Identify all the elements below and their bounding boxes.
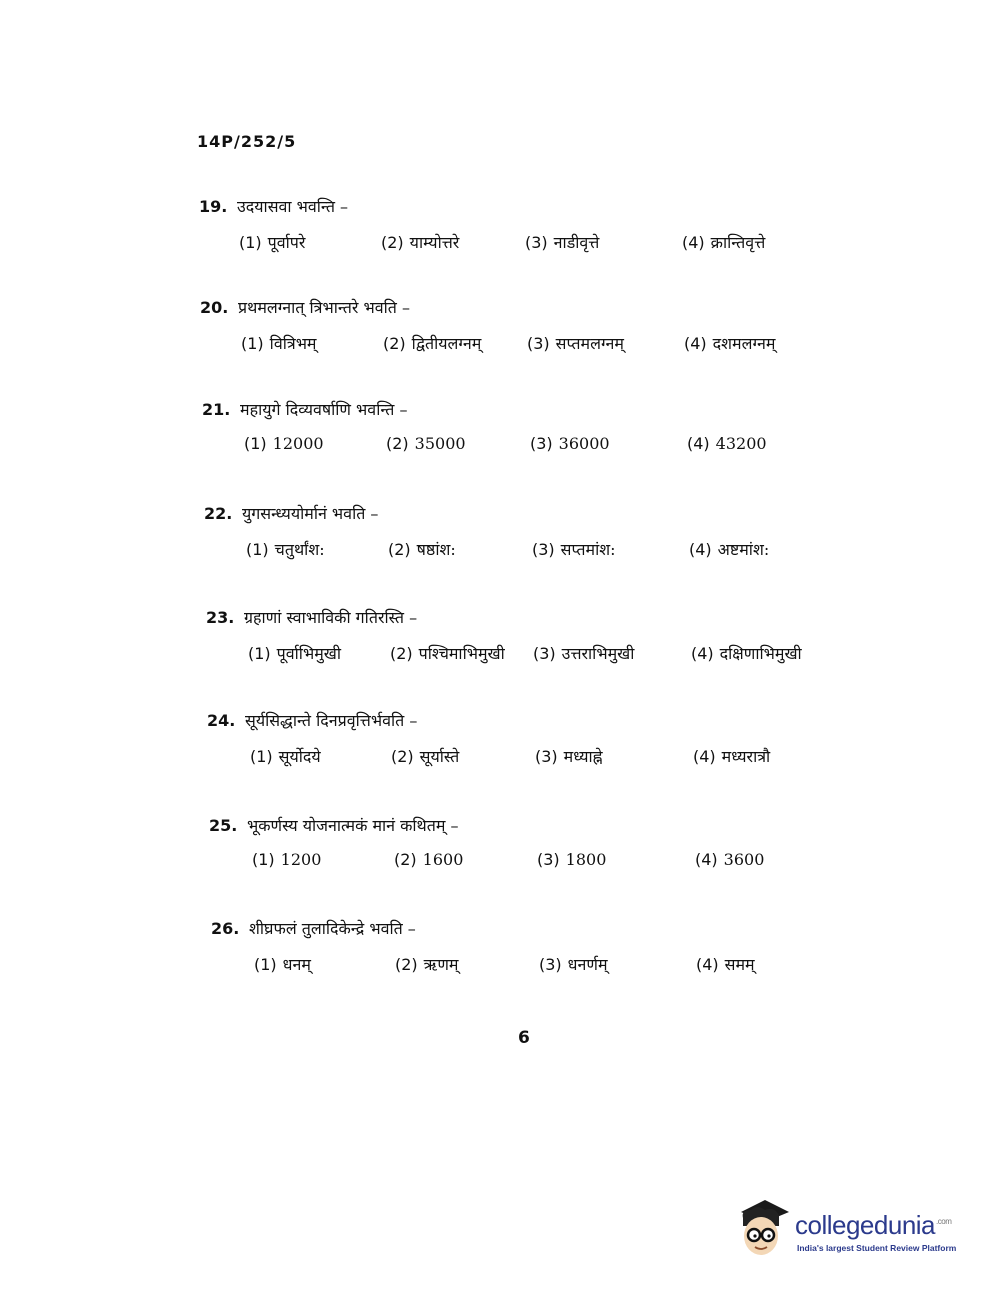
option-4: (4) क्रान्तिवृत्ते [682, 233, 766, 252]
option-4: (4) मध्यरात्रौ [693, 747, 771, 766]
option-2: (2) षष्ठांश: [388, 540, 456, 559]
paper-code: 14P/252/5 [197, 132, 297, 151]
options-row [207, 745, 857, 771]
brand-name: collegedunia [795, 1210, 936, 1240]
question-22 [204, 502, 854, 564]
option-3: (3) सप्तमलग्नम् [527, 334, 624, 353]
question-20 [200, 296, 850, 358]
option-1: (1) सूर्योदये [250, 747, 321, 766]
question-number: 19. [199, 197, 228, 216]
question-text: युगसन्ध्ययोर्मानं भवति – [242, 504, 379, 523]
option-2: (2) 35000 [386, 434, 466, 453]
option-1: (1) 1200 [252, 850, 322, 869]
question-text: महायुगे दिव्यवर्षाणि भवन्ति – [240, 400, 408, 419]
option-4: (4) दक्षिणाभिमुखी [691, 644, 802, 663]
option-2: (2) सूर्यास्ते [391, 747, 460, 766]
option-4: (4) 43200 [687, 434, 767, 453]
option-4: (4) दशमलग्नम् [684, 334, 776, 353]
options-row [202, 434, 852, 460]
question-text: प्रथमलग्नात् त्रिभान्तरे भवति – [238, 298, 411, 317]
mascot-icon [735, 1196, 793, 1266]
option-2: (2) 1600 [394, 850, 464, 869]
question-text: ग्रहाणां स्वाभाविकी गतिरस्ति – [244, 608, 418, 627]
options-row [209, 850, 859, 876]
question-number: 26. [211, 919, 240, 938]
option-2: (2) द्वितीयलग्नम् [383, 334, 482, 353]
question-23 [206, 606, 856, 668]
option-3: (3) उत्तराभिमुखी [533, 644, 635, 663]
options-row [204, 538, 854, 564]
question-text: सूर्यसिद्धान्ते दिनप्रवृत्तिर्भवति – [245, 711, 418, 730]
question-number: 23. [206, 608, 235, 627]
option-1: (1) धनम् [254, 955, 311, 974]
option-2: (2) याम्योत्तरे [381, 233, 460, 252]
question-text: शीघ्रफलं तुलादिकेन्द्रे भवति – [249, 919, 416, 938]
option-3: (3) मध्याह्ने [535, 747, 603, 766]
option-3: (3) धनर्णम् [539, 955, 608, 974]
options-row [211, 953, 861, 979]
question-26 [211, 917, 861, 979]
question-number: 22. [204, 504, 233, 523]
option-3: (3) नाडीवृत्ते [525, 233, 600, 252]
question-24 [207, 709, 857, 771]
page-number: 6 [518, 1028, 530, 1048]
option-3: (3) सप्तमांश: [532, 540, 616, 559]
option-4: (4) अष्टमांश: [689, 540, 770, 559]
option-3: (3) 1800 [537, 850, 607, 869]
option-4: (4) 3600 [695, 850, 765, 869]
option-1: (1) चतुर्थांश: [246, 540, 325, 559]
option-1: (1) पूर्वापरे [239, 233, 306, 252]
brand-tagline: India's largest Student Review Platform [797, 1243, 957, 1253]
question-19 [199, 195, 849, 257]
option-2: (2) पश्चिमाभिमुखी [390, 644, 505, 663]
question-21 [202, 398, 852, 460]
option-1: (1) 12000 [244, 434, 324, 453]
collegedunia-logo [735, 1196, 965, 1266]
question-number: 21. [202, 400, 231, 419]
question-number: 20. [200, 298, 229, 317]
options-row [206, 642, 856, 668]
options-row [199, 231, 849, 257]
question-text: उदयासवा भवन्ति – [237, 197, 349, 216]
option-1: (1) पूर्वाभिमुखी [248, 644, 341, 663]
option-1: (1) वित्रिभम् [241, 334, 317, 353]
question-text: भूकर्णस्य योजनात्मकं मानं कथितम् – [247, 816, 459, 835]
brand-suffix: .com [936, 1217, 952, 1227]
question-number: 24. [207, 711, 236, 730]
option-2: (2) ऋणम् [395, 955, 459, 974]
option-4: (4) समम् [696, 955, 755, 974]
question-25 [209, 814, 859, 876]
option-3: (3) 36000 [530, 434, 610, 453]
question-number: 25. [209, 816, 238, 835]
options-row [200, 332, 850, 358]
